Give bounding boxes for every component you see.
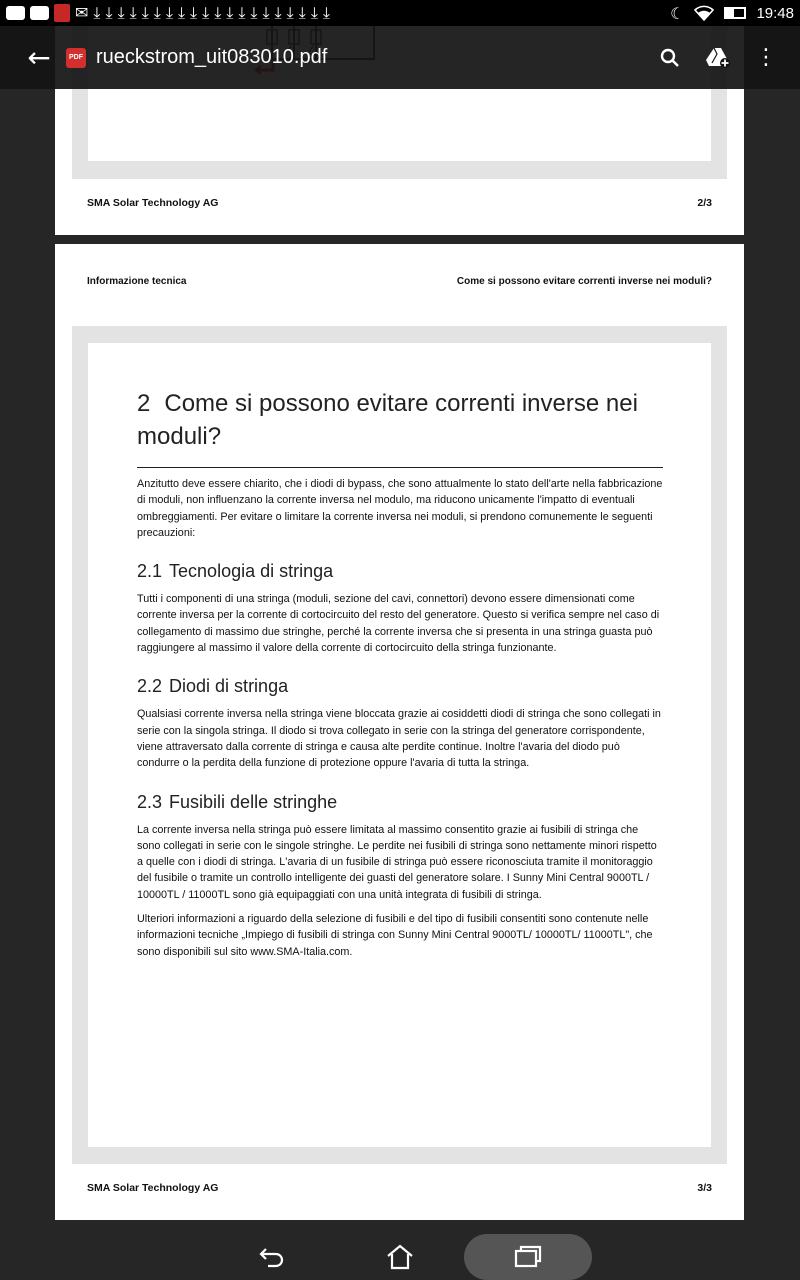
section-title: Come si possono evitare correnti inverse nei moduli? <box>137 390 638 450</box>
subsection-title: Diodi di stringa <box>169 676 289 697</box>
drive-add-icon <box>706 47 730 69</box>
clock: 19:48 <box>756 4 794 22</box>
download-icon: ⤓ <box>322 4 330 22</box>
search-button[interactable] <box>648 36 692 80</box>
footer-page-number: 2/3 <box>697 197 712 209</box>
more-vert-icon: ⋮ <box>755 45 777 70</box>
pdf-page-3 <box>55 244 744 1220</box>
intro-paragraph: Anzitutto deve essere chiarito, che i diodi di bypass, che sono attualmente lo stato dell'arte nella fabbricazione di moduli, non influenzano la corrente inversa nel modulo, ma riducono unicamente l'impatto di eventuali ombreggiamenti. Per evitare o limitare la corrente inversa nei moduli, si prendono comunemente le seguenti precauzioni: <box>137 478 663 539</box>
subsection-heading <box>137 561 663 582</box>
heading-divider <box>137 467 663 468</box>
page-footer <box>87 197 712 209</box>
download-icon: ⤓ <box>226 4 234 22</box>
subsection-paragraph: Ulteriori informazioni a riguardo della selezione di fusibili e del tipo di fusibili consentiti sono contenute nelle informazioni tecniche „Impiego di fusibili di stringa con Sunny Mini Central 9000TL/ 10000TL/ 11000TL", che sono disponibili sul sito www.SMA-Italia.com. <box>137 913 653 958</box>
wifi-icon <box>694 5 714 21</box>
download-icon: ⤓ <box>141 4 149 22</box>
download-icon: ⤓ <box>165 4 173 22</box>
download-icon: ⤓ <box>202 4 210 22</box>
more-options-button[interactable] <box>744 36 788 80</box>
moon-icon: ☾ <box>670 3 685 23</box>
pdf-file-icon: PDF <box>66 48 86 68</box>
download-icon: ⤓ <box>310 4 318 22</box>
subsection-heading <box>137 676 663 697</box>
subsection-paragraph: Tutti i componenti di una stringa (moduli, sezione del cavi, connettori) devono essere dimensionati come corrente inversa per la corrente di cortocircuito del resto del generatore. Questo si verifica sempre nel caso di collegamento di massimo due stringhe, perché la corrente inversa che si presenta in una stringa guasta può raggiungere al massimo il valore della corrente di cortocircuito della stringa funzionante. <box>137 593 660 655</box>
page-footer <box>87 1182 712 1194</box>
chat-icon <box>6 6 25 20</box>
subsection-number: 2.3 <box>137 791 163 812</box>
download-icon: ⤓ <box>286 4 294 22</box>
recents-icon <box>513 1244 543 1270</box>
search-icon <box>660 48 680 68</box>
download-icon: ⤓ <box>105 4 113 22</box>
pdf-icon <box>54 4 70 22</box>
nav-home-button[interactable] <box>336 1234 464 1280</box>
download-icon: ⤓ <box>177 4 186 22</box>
section-content <box>137 387 663 960</box>
subsection-title: Tecnologia di stringa <box>169 561 334 582</box>
home-icon <box>386 1244 414 1270</box>
subsection-number: 2.2 <box>137 676 163 697</box>
download-icon: ⤓ <box>93 4 101 22</box>
mail-icon: ✉ <box>75 4 89 22</box>
download-icon: ⤓ <box>298 4 306 22</box>
pdf-viewer[interactable] <box>0 26 800 1234</box>
subsection-number: 2.1 <box>137 561 163 582</box>
back-icon <box>258 1245 286 1269</box>
download-icon: ⤓ <box>238 4 246 22</box>
app-bar <box>0 26 800 89</box>
status-bar <box>0 0 800 26</box>
arrow-back-icon: ← <box>27 41 51 74</box>
footer-company: SMA Solar Technology AG <box>87 1182 219 1194</box>
subsection-paragraph: Qualsiasi corrente inversa nella stringa viene bloccata grazie ai cosiddetti diodi di stringa che sono collegati in serie con la singola stringa. Il diodo si trova collegato in serie con la stringa del generatore corrispondente, viene attraversato dalla corrente di stringa e causa alte perdite continue. Inoltre l'avaria del diodo può condurre o la perdita della funzione di protezione oppure l'avaria di tutta la stringa. <box>137 708 661 770</box>
download-icon: ⤓ <box>214 4 222 22</box>
image-icon <box>30 6 49 20</box>
notification-icons <box>6 4 670 22</box>
download-icon: ⤓ <box>117 4 125 22</box>
navigation-bar <box>0 1234 800 1280</box>
nav-recents-button[interactable] <box>464 1234 592 1280</box>
download-icon: ⤓ <box>250 4 258 22</box>
page-header <box>87 276 712 287</box>
download-icon: ⤓ <box>262 4 270 22</box>
subsection-title: Fusibili delle stringhe <box>169 791 338 812</box>
footer-page-number: 3/3 <box>697 1182 712 1194</box>
section-heading <box>137 387 663 453</box>
download-icon: ⤓ <box>274 4 282 22</box>
subsection-heading <box>137 792 663 813</box>
download-icon: ⤓ <box>129 4 137 22</box>
header-right: Come si possono evitare correnti inverse nei moduli? <box>456 276 712 287</box>
section-number: 2 <box>137 390 151 417</box>
download-icon: ⤓ <box>190 4 198 22</box>
add-to-drive-button[interactable] <box>696 36 740 80</box>
file-name: rueckstrom_uit083010.pdf <box>96 46 328 68</box>
nav-back-button[interactable] <box>208 1234 336 1280</box>
download-icon: ⤓ <box>153 4 161 22</box>
subsection-paragraph: La corrente inversa nella stringa può essere limitata al massimo consentito grazie ai fusibili di stringa che sono collegati in serie con le singole stringhe. Le perdite nei fusibili di stringa sono nettamente minori rispetto a quelle con i diodi di stringa. L'avaria di un fusibile di stringa può essere riconosciuta tramite il monitoraggio del fusibile o tramite un controllo intelligente dei guasti del generatore solare. I Sunny Mini Central 9000TL / 10000TL / 11000TL sono già equipaggiati con una unità integrata di fusibili di stringa. <box>137 823 657 901</box>
battery-icon <box>724 7 746 19</box>
footer-company: SMA Solar Technology AG <box>87 197 219 209</box>
header-left: Informazione tecnica <box>87 276 187 287</box>
